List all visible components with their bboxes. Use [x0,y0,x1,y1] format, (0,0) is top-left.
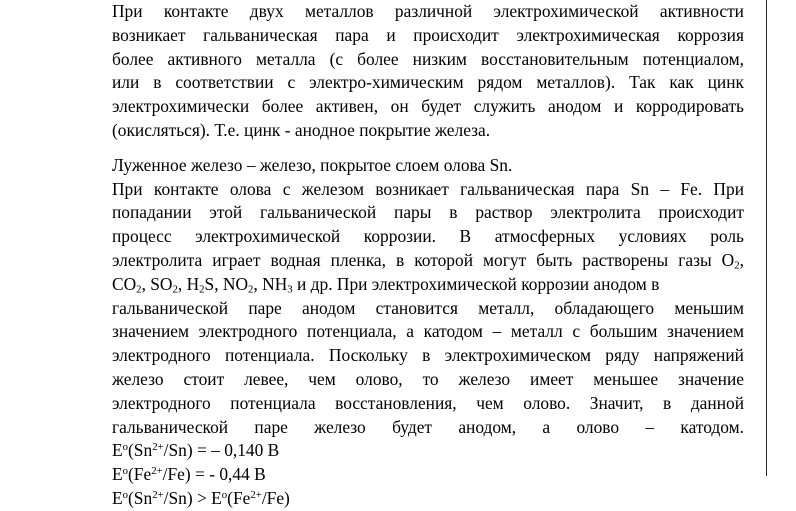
text-line: электродного потенциала. Поскольку в электрохимическом ряду напряжений [112,345,744,366]
formula-nh3: NH [262,273,288,294]
subscript: 2 [248,283,254,296]
paragraph-gap [112,143,744,154]
text-line: или в соответствии с электро-химическим рядом металлов). Так как цинк [112,72,744,93]
formula-h2s: H [186,273,200,294]
text-line: При контакте олова с железом возникает гальваническая пара Sn – Fe. При [112,178,744,199]
text-line: При контакте двух металлов различной электрохимической активности [112,1,744,21]
superscript: o [221,489,228,502]
formula-sn-potential [112,439,744,463]
text-line: гальванической паре железо будет анодом, а олово – катодом. [112,416,744,437]
text-line: (окисляться). Т.е. цинк - анодное покрытие железа. [112,119,491,140]
text-line-o2 [112,249,744,273]
text-line: процесс электрохимической коррозии. В атмосферных условиях роль [112,226,744,247]
text-line: гальванической паре анодом становится металл, обладающего меньшим [112,297,744,318]
text-fragment: (Sn [128,487,153,508]
text-fragment: (Fe [227,487,251,508]
text-fragment: E [112,440,123,461]
formula-block [112,439,744,510]
superscript: 2+ [151,465,163,478]
superscript: o [122,465,129,478]
text-fragment: (Fe [128,464,152,485]
text-line: более активного металла (с более низким восстановительным потенциалом, [112,48,744,69]
text-fragment: , [739,249,744,270]
formula-so2: SO [150,273,173,294]
text-line: значением электродного потенциала, а катодом – металл с большим значением [112,321,744,342]
text-line: возникает гальваническая пара и происходит электрохимическая коррозия [112,24,744,45]
formula-comparison [112,487,744,511]
subscript: 2 [172,283,178,296]
text-line: электродного потенциала восстановления, чем олово. Значит, в данной [112,392,744,413]
text-fragment: /Fe) = - 0,44 В [162,464,266,485]
text-fragment: /Fe) [261,487,290,508]
text-fragment: E [112,464,123,485]
text-fragment: и др. При электрохимической коррозии анодом в [292,273,660,294]
formula-no2: NO [222,273,249,294]
text-line: попадании этой гальванической пары в раствор электролита происходит [112,202,744,223]
formula-fe-potential [112,463,744,487]
text-fragment: /Sn) = – 0,140 В [163,440,280,461]
text-line-gases: $CO_2$, $SO_2$, $H_2S$, $NO_2$, $NH_3$ и др. При электрохимической коррозии анодом в [112,273,660,296]
superscript: 2+ [152,489,164,502]
superscript: 2+ [250,489,262,502]
text-fragment: электролита играет водная пленка, в которой могут быть растворены газы O [112,249,735,270]
paragraph-tinned-iron [112,154,744,440]
text-fragment: E [112,487,123,508]
superscript: o [122,441,129,454]
text-fragment: S [204,273,215,294]
subscript: 2 [136,283,142,296]
subscript: 2 [734,259,740,272]
superscript: 2+ [152,441,164,454]
formula-co2: CO [112,273,137,294]
page-margin-area [767,0,796,476]
superscript: o [122,489,129,502]
text-fragment: /Sn) > E [163,487,222,508]
paragraph-zinc-coating [112,0,744,143]
subscript: 3 [287,283,293,296]
text-line: железо стоит левее, чем олово, то железо имеет меньшее значение [112,368,744,389]
text-line: электрохимически более активен, он будет служить анодом и корродировать [112,96,744,117]
document-text [112,0,744,511]
paragraph-heading: Луженное железо – железо, покрытое слоем олова Sn. [112,154,513,175]
text-fragment: (Sn [128,440,153,461]
subscript: 2 [199,283,205,296]
